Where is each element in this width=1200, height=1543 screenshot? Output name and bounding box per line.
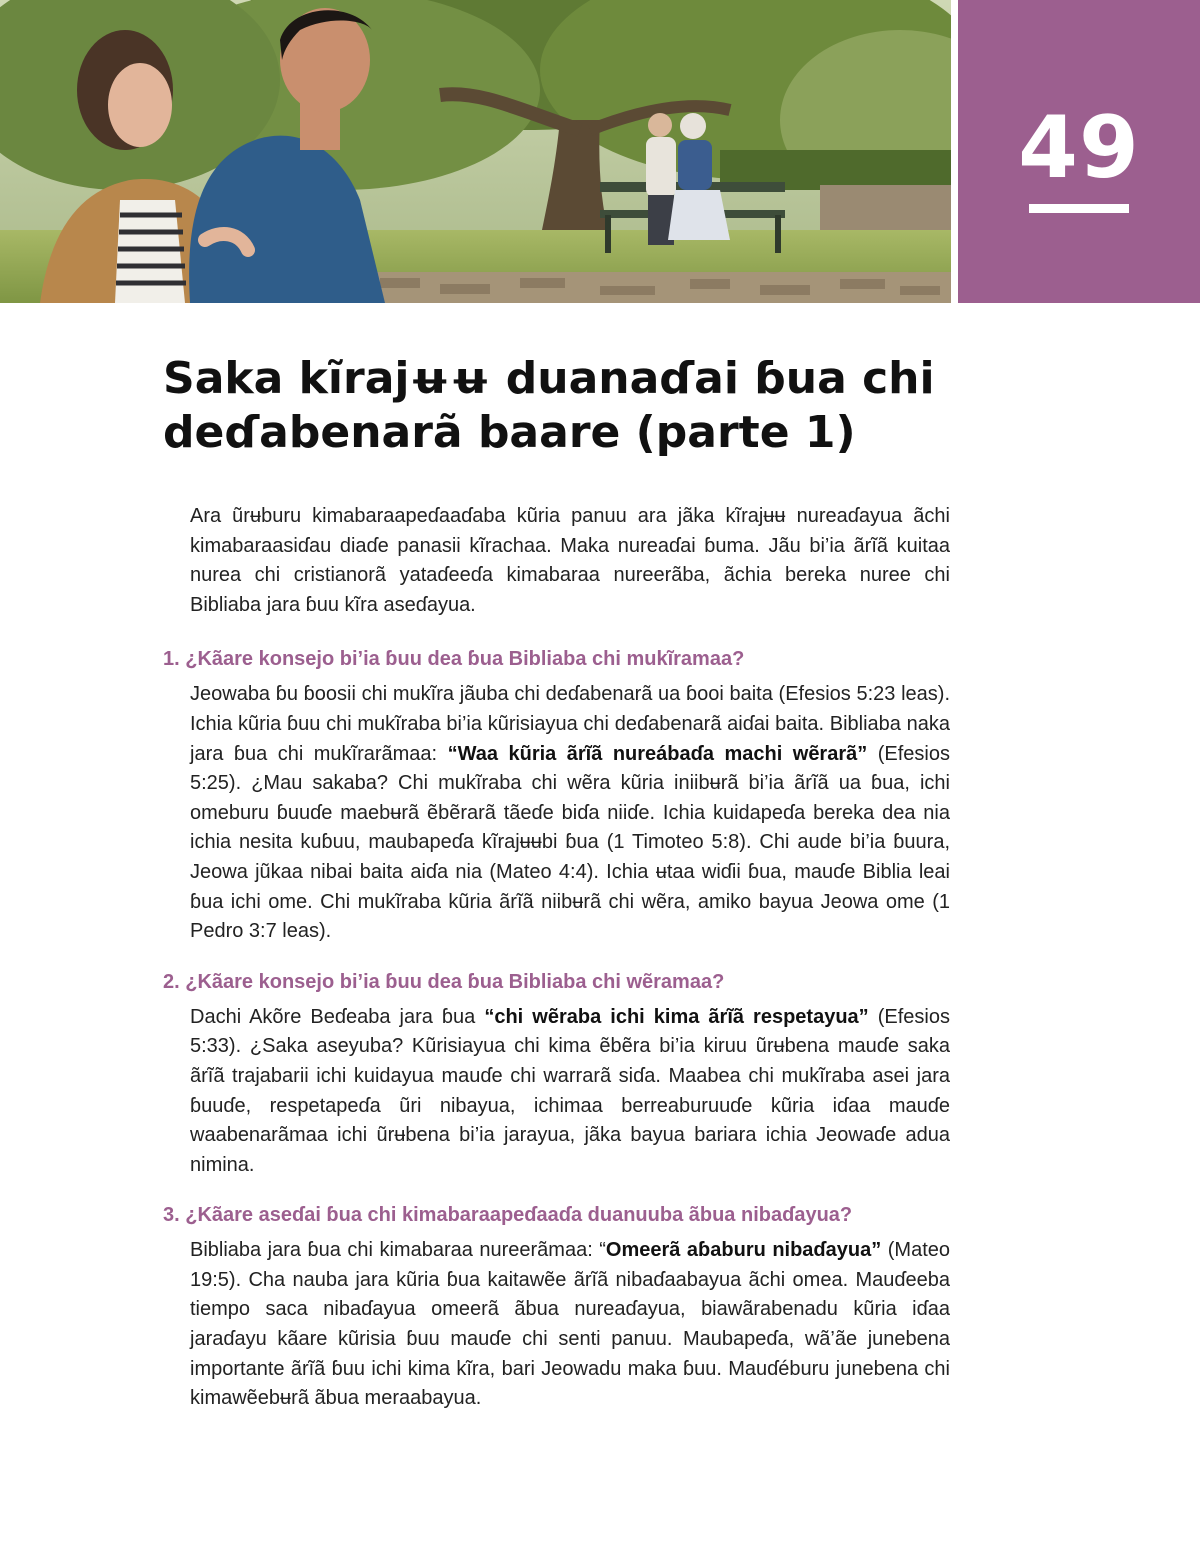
page-title: Saka kĩrajʉʉ duanaɗai ɓua chi deɗabenarã baare (parte 1) — [163, 353, 935, 458]
chapter-number: 49 — [1018, 98, 1140, 198]
intro-paragraph: Ara ũrʉburu kimabaraapeɗaaɗaba kũria panuu ara jãka kĩrajʉʉ nureaɗayua ãchi kimabaraasiɗau diaɗe panasii kĩrachaa. Maka nureaɗai ɓuma. Jãu bi’ia ãrĩã kuitaa nurea chi cristianorã yataɗeeɗa kimabaraa nureerãba, ãchia bereka nuree chi Bibliaba jara ɓuu kĩra aseɗayua. — [190, 505, 950, 616]
chapter-underline — [1029, 204, 1129, 213]
section-paragraph-3: Bibliaba jara ɓua chi kimabaraa nureerãmaa: “Omeerã aɓaburu nibaɗayua” (Mateo 19:5). Cha nauba jara kũria ɓua kaitawẽe ãrĩã nibaɗaabayua ãchi omea. Mauɗeeba tiempo saca nibaɗayua omeerã ãbua nureaɗayua, biawãrabenadu kũria iɗaa jaraɗayu kãare kũrisia ɓuu mauɗe chi senti panuu. Maubapeɗa, wã’ãe junebena importante ãrĩã ɓuu ichi kima kĩra, bari Jeowadu maka ɓuu. Mauɗéburu junebena chi kimawẽebʉrã ãbua meraabayua. — [190, 1239, 951, 1410]
header-photo — [0, 0, 951, 303]
bold-quote-2: “chi wẽraba ichi kima ãrĩã respetayua” — [484, 1005, 869, 1028]
bold-quote-1: “Waa kũria ãrĩã nureábaɗa machi wẽrarã” — [447, 742, 868, 765]
main-content — [163, 502, 951, 1434]
section-heading-1: 1. ¿Kãare konsejo bi’ia ɓuu dea ɓua Bibliaba chi mukĩramaa? — [163, 648, 745, 671]
park-couple-illustration — [0, 0, 951, 303]
section-paragraph-1: Jeowaba ɓu ɓoosii chi mukĩra jãuba chi deɗabenarã ua ɓooi baita (Efesios 5:23 leas). Ichia kũria ɓuu chi mukĩraba bi’ia kũrisiayua chi deɗabenarã aiɗai baita. Bibliaba naka jara ɓua chi mukĩrarãmaa: “Waa kũria ãrĩã nureábaɗa machi wẽrarã” (Efesios 5:25). ¿Mau sakaba? Chi mukĩraba chi wẽra kũria iniibʉrã bi’ia ãrĩã ua ɓua, ichi omeburu ɓuuɗe maebʉrã ẽbẽrarã tãeɗe biɗa niiɗe. Ichia kuidapeɗa bereka dea nia ichia nesita kuɓuu, maubapeɗa kĩrajʉʉbi ɓua (1 Timoteo 5:8). Chi aude bi’ia ɓuura, Jeowa jũkaa nibai baita aiɗa nia (Mateo 4:4). Ichia ʉtaa wiɗii ɓua, mauɗe Biblia leai ɓua ichi ome. Chi mukĩraba kũria ãrĩã niibʉrã chi wẽra, amiko bayua Jeowa ome (1 Pedro 3:7 leas). — [190, 683, 950, 943]
chapter-number-box — [958, 0, 1200, 303]
section-heading-3: 3. ¿Kãare aseɗai ɓua chi kimabaraapeɗaaɗa duanuuba ãbua nibaɗayua? — [163, 1204, 853, 1227]
section-paragraph-2: Dachi Akõre Beɗeaba jara ɓua “chi wẽraba ichi kima ãrĩã respetayua” (Efesios 5:33). ¿Saka aseyuba? Kũrisiayua chi kima ẽbẽra bi’ia kiruu ũrʉbena mauɗe saka ãrĩã trajabarii ichi kuidayua mauɗe chi warrarã siɗa. Maabea chi mukĩraba asei jara ɓuuɗe, respetapeɗa ũri nibayua, ichimaa berreaburuuɗe kũria iɗaa mauɗe waabenarãmaa ichi ũrʉbena bi’ia jarayua, jãka bayua bariara ichia Jeowaɗe adua nimina. — [190, 1005, 950, 1176]
section-heading-2: 2. ¿Kãare konsejo bi’ia ɓuu dea ɓua Bibliaba chi wẽramaa? — [163, 970, 725, 993]
bold-quote-3: Omeerã aɓaburu nibaɗayua” — [605, 1239, 882, 1262]
